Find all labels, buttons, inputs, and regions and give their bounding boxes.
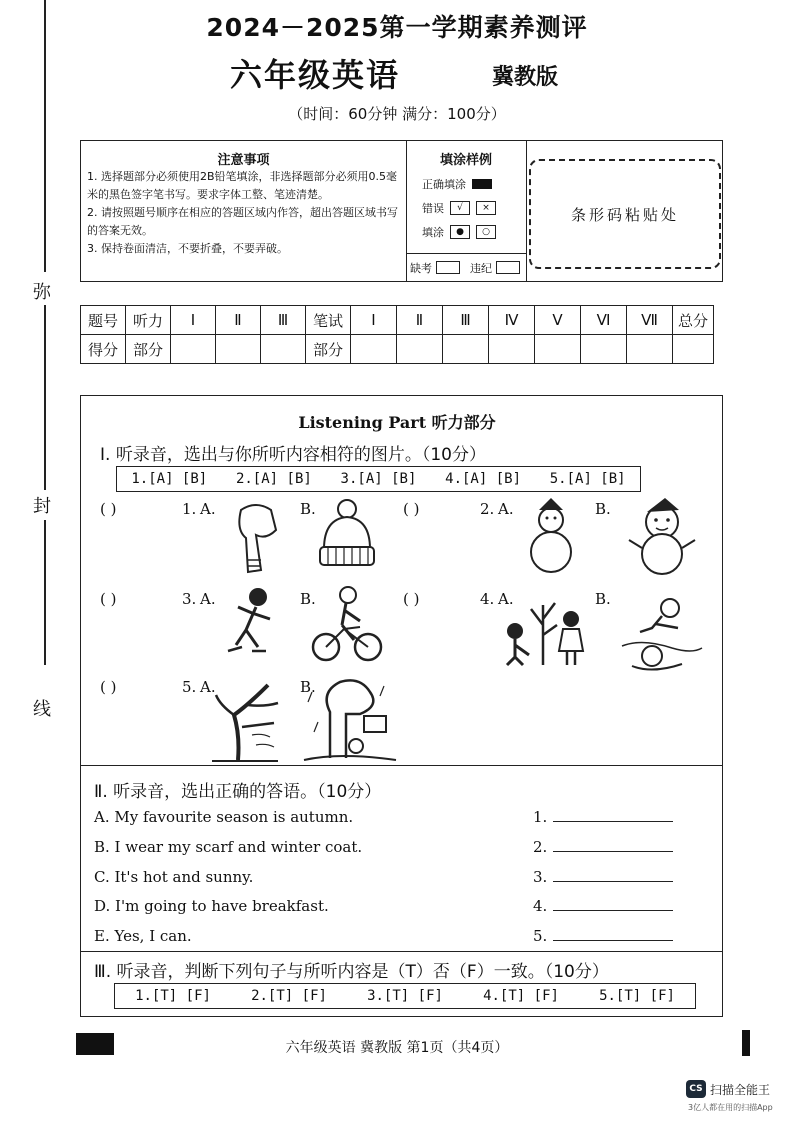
windy-tree-icon [208,675,283,765]
question-paren[interactable]: ( ) [100,678,117,696]
cell: Ⅱ [216,306,261,335]
blank-line[interactable] [553,881,673,882]
question-paren[interactable]: ( ) [100,590,117,608]
cell: 听力 [126,306,171,335]
answer-blank[interactable] [533,838,673,856]
wrong-fill-row [422,200,526,216]
answer-option[interactable]: 1.[T] [F] [135,988,211,1004]
option-a-label: A. [200,590,216,608]
question-paren[interactable]: ( ) [100,500,117,518]
skating-kid-icon [218,585,278,665]
answer-option-text: D. I'm going to have breakfast. [94,897,329,915]
score-cell[interactable] [443,335,489,364]
section-divider [80,951,723,952]
absent-row [406,253,526,281]
margin-char: 线 [33,699,51,720]
answer-option-text: C. It's hot and sunny. [94,868,254,886]
fill-sample-title: 填涂样例 [439,153,492,168]
answer-option[interactable]: 3.[T] [F] [367,988,443,1004]
notice-instructions [81,141,407,281]
answer-option[interactable]: 1.[A] [B] [131,471,208,487]
blank-line[interactable] [553,821,673,822]
option-a-label: A. [498,590,514,608]
option-b-label: B. [595,590,611,608]
notice-item: 3. 保持卷面清洁，不要折叠，不要弄破。 [87,242,288,255]
circle-mark-icon: ○ [476,225,496,239]
score-cell[interactable] [261,335,306,364]
score-cell[interactable] [581,335,627,364]
snow-play-icon [612,588,707,678]
correct-fill-label: 正确填涂 [422,178,466,191]
cell: Ⅰ [171,306,216,335]
winter-hat-icon [316,497,378,572]
answer-blank[interactable] [533,927,673,945]
option-b-label: B. [300,500,316,518]
fill-sample [406,141,527,281]
camscanner-logo-icon: CS [686,1080,706,1098]
answer-blank[interactable] [533,897,673,915]
correct-fill-row [422,176,526,192]
cycling-kid-icon [310,585,385,665]
check-mark-icon: √ [450,201,470,215]
answer-option[interactable]: 5.[T] [F] [599,988,675,1004]
snowman-icon [625,496,700,576]
absent-label: 缺考 [410,261,432,275]
cell: Ⅱ [397,306,443,335]
option-b-label: B. [595,500,611,518]
cell: Ⅶ [627,306,673,335]
option-b-label: B. [300,678,316,696]
section1-answer-bar [116,466,641,492]
answer-option[interactable]: 4.[A] [B] [445,471,521,487]
exam-title: 2024－2025第一学期素养测评 [206,13,588,42]
cell: Ⅳ [489,306,535,335]
blank-number: 2. [533,838,548,856]
answer-option-text: B. I wear my scarf and winter coat. [94,838,363,856]
option-b-label: B. [300,590,316,608]
binding-line-mid [44,305,46,490]
cell: Ⅲ [443,306,489,335]
cell: Ⅰ [351,306,397,335]
section3-heading: Ⅲ. 听录音，判断下列句子与所听内容是（T）否（F）一致。（10分） [94,962,609,982]
score-cell[interactable] [351,335,397,364]
absent-checkbox[interactable] [436,261,460,274]
score-cell[interactable] [216,335,261,364]
blank-number: 5. [533,927,548,945]
option-a-label: A. [498,500,514,518]
watermark-name: 扫描全能王 [710,1082,771,1097]
score-cell[interactable] [397,335,443,364]
planting-tree-icon [495,585,595,670]
answer-option[interactable]: 4.[T] [F] [483,988,559,1004]
question-number: 3. [182,590,197,608]
cell: Ⅴ [535,306,581,335]
blank-line[interactable] [553,940,673,941]
blank-number: 3. [533,868,548,886]
violation-checkbox[interactable] [496,261,520,274]
answer-option[interactable]: 2.[T] [F] [251,988,327,1004]
score-table [80,305,714,364]
notice-item: 1. 选择题部分必须使用2B铅笔填涂，非选择题部分必须用0.5毫米的黑色签字笔书写。要求字体工整、笔迹清楚。 [87,170,398,201]
score-cell[interactable] [171,335,216,364]
question-number: 4. [480,590,495,608]
notice-box [80,140,723,282]
answer-option[interactable]: 2.[A] [B] [235,471,312,487]
section2-heading: Ⅱ. 听录音，选出正确的答语。（10分） [94,782,382,802]
score-table-header-row [81,306,714,335]
barcode-area: 条形码粘贴处 [529,159,721,269]
answer-blank[interactable] [533,868,673,886]
rainy-scene-icon [300,672,400,764]
answer-option[interactable]: 5.[A] [B] [549,471,626,487]
violation-label: 违纪 [470,261,492,275]
watermark-subtitle: 3亿人都在用的扫描App [688,1103,773,1112]
edition-label: 冀教版 [492,65,559,90]
scanner-watermark [686,1080,770,1098]
answer-option-text: A. My favourite season is autumn. [94,808,354,826]
section3-answer-bar [114,983,696,1009]
scarf-icon [226,500,286,575]
cell: 部分 [306,335,351,364]
cell: Ⅲ [261,306,306,335]
grade-subject: 六年级英语 [230,56,401,94]
answer-option[interactable]: 3.[A] [B] [340,471,417,487]
section1-heading: Ⅰ. 听录音，选出与你所听内容相符的图片。（10分） [100,445,486,465]
wrong-fill-row-2 [422,224,526,240]
margin-char: 弥 [33,282,51,303]
cell: 总分 [673,306,714,335]
blank-line[interactable] [553,910,673,911]
score-cell[interactable] [673,335,714,364]
blank-line[interactable] [553,851,673,852]
notice-title: 注意事项 [217,153,270,168]
cross-mark-icon: × [476,201,496,215]
filled-mark-icon [472,179,492,189]
score-cell[interactable] [489,335,535,364]
dot-mark-icon: ● [450,225,470,239]
score-table-score-row [81,335,714,364]
answer-option-text: E. Yes, I can. [94,927,192,945]
question-paren[interactable]: ( ) [403,590,420,608]
exam-info: （时间：60分钟 满分：100分） [288,105,506,123]
blank-number: 1. [533,808,548,826]
fill-label: 填涂 [422,226,444,239]
blank-number: 4. [533,897,548,915]
question-paren[interactable]: ( ) [403,500,420,518]
page-footer: 六年级英语 冀教版 第1页（共4页） [285,1040,509,1056]
snowman-icon [520,496,582,576]
score-cell[interactable] [535,335,581,364]
question-number: 5. [182,678,197,696]
binding-line-lower [44,520,46,665]
score-cell[interactable] [627,335,673,364]
cell: 部分 [126,335,171,364]
option-a-label: A. [200,500,216,518]
cell: Ⅵ [581,306,627,335]
cell: 题号 [81,306,126,335]
wrong-label: 错误 [422,202,444,215]
section-divider [80,765,723,766]
cell: 笔试 [306,306,351,335]
margin-char: 封 [33,496,51,517]
answer-blank[interactable] [533,808,673,826]
cell: 得分 [81,335,126,364]
question-number: 1. [182,500,197,518]
notice-item: 2. 请按照题号顺序在相应的答题区域内作答，超出答题区域书写的答案无效。 [87,206,398,237]
listening-part-title: Listening Part 听力部分 [298,413,496,432]
option-a-label: A. [200,678,216,696]
question-number: 2. [480,500,495,518]
